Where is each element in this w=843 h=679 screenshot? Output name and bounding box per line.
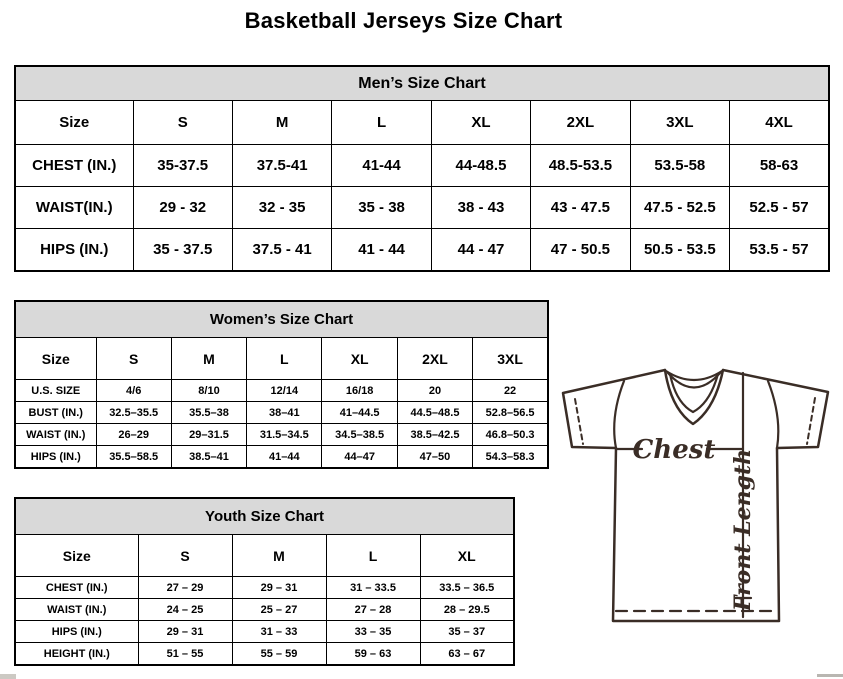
column-header: L (326, 535, 420, 577)
column-header: S (96, 338, 171, 380)
table-cell: 29 – 31 (232, 577, 326, 599)
page-title: Basketball Jerseys Size Chart (244, 8, 563, 33)
table-cell: 8/10 (171, 380, 246, 402)
row-label: CHEST (IN.) (15, 145, 133, 187)
table-cell: 20 (397, 380, 472, 402)
column-header: S (133, 101, 232, 145)
youth-size-chart-table (14, 497, 515, 666)
table-cell: 38.5–42.5 (397, 424, 472, 446)
table-cell: 24 – 25 (138, 599, 232, 621)
youth-hips-row (15, 621, 514, 643)
table-cell: 38–41 (247, 402, 322, 424)
column-header: 3XL (630, 101, 729, 145)
table-cell: 53.5-58 (630, 145, 729, 187)
column-header: 4XL (730, 101, 829, 145)
table-cell: 35 - 37.5 (133, 229, 232, 272)
row-label: HEIGHT (IN.) (15, 643, 138, 666)
womens-size-chart-table (14, 300, 549, 469)
table-cell: 35.5–38 (171, 402, 246, 424)
row-label: HIPS (IN.) (15, 229, 133, 272)
womens-bust-row (15, 402, 548, 424)
mens-hips-row (15, 229, 829, 272)
table-cell: 37.5 - 41 (232, 229, 331, 272)
table-cell: 32 - 35 (232, 187, 331, 229)
table-cell: 25 – 27 (232, 599, 326, 621)
row-label: BUST (IN.) (15, 402, 96, 424)
table-cell: 47 - 50.5 (531, 229, 630, 272)
table-cell: 50.5 - 53.5 (630, 229, 729, 272)
mens-size-chart-table (14, 65, 830, 272)
row-label: WAIST (IN.) (15, 599, 138, 621)
table-cell: 4/6 (96, 380, 171, 402)
table-cell: 44–47 (322, 446, 397, 469)
column-header: XL (322, 338, 397, 380)
table-cell: 44.5–48.5 (397, 402, 472, 424)
table-cell: 26–29 (96, 424, 171, 446)
table-cell: 38.5–41 (171, 446, 246, 469)
table-cell: 41-44 (332, 145, 431, 187)
row-label: WAIST(IN.) (15, 187, 133, 229)
row-label: U.S. SIZE (15, 380, 96, 402)
womens-chart-title: Women’s Size Chart (15, 301, 548, 338)
table-cell: 51 – 55 (138, 643, 232, 666)
table-cell: 47.5 - 52.5 (630, 187, 729, 229)
table-cell: 52.5 - 57 (730, 187, 829, 229)
table-cell: 28 – 29.5 (420, 599, 514, 621)
horizontal-scrollbar-fragment-left[interactable] (0, 674, 16, 679)
column-header: Size (15, 338, 96, 380)
row-label: WAIST (IN.) (15, 424, 96, 446)
youth-chart-title: Youth Size Chart (15, 498, 514, 535)
table-cell: 35 – 37 (420, 621, 514, 643)
table-cell: 35-37.5 (133, 145, 232, 187)
youth-waist-row (15, 599, 514, 621)
column-header: 2XL (531, 101, 630, 145)
table-cell: 58-63 (730, 145, 829, 187)
mens-header-row (15, 101, 829, 145)
column-header: M (232, 535, 326, 577)
table-cell: 54.3–58.3 (473, 446, 548, 469)
womens-waist-row (15, 424, 548, 446)
table-cell: 29–31.5 (171, 424, 246, 446)
table-cell: 16/18 (322, 380, 397, 402)
table-cell: 35.5–58.5 (96, 446, 171, 469)
column-header: L (247, 338, 322, 380)
table-cell: 32.5–35.5 (96, 402, 171, 424)
table-cell: 41 - 44 (332, 229, 431, 272)
table-cell: 55 – 59 (232, 643, 326, 666)
row-label: HIPS (IN.) (15, 446, 96, 469)
column-header: 3XL (473, 338, 548, 380)
table-cell: 12/14 (247, 380, 322, 402)
table-cell: 31 – 33.5 (326, 577, 420, 599)
mens-waist-row (15, 187, 829, 229)
table-cell: 35 - 38 (332, 187, 431, 229)
table-cell: 41–44 (247, 446, 322, 469)
column-header: L (332, 101, 431, 145)
jersey-left-cuff-dashes (575, 399, 583, 444)
table-cell: 33.5 – 36.5 (420, 577, 514, 599)
womens-us-size-row (15, 380, 548, 402)
jersey-left-armhole-seam (614, 381, 624, 448)
column-header: M (171, 338, 246, 380)
table-cell: 59 – 63 (326, 643, 420, 666)
table-cell: 47–50 (397, 446, 472, 469)
column-header: Size (15, 101, 133, 145)
table-cell: 22 (473, 380, 548, 402)
table-cell: 31.5–34.5 (247, 424, 322, 446)
front-length-label: Front Length (730, 448, 756, 612)
table-cell: 48.5-53.5 (531, 145, 630, 187)
table-cell: 37.5-41 (232, 145, 331, 187)
table-cell: 43 - 47.5 (531, 187, 630, 229)
column-header: XL (420, 535, 514, 577)
table-cell: 46.8–50.3 (473, 424, 548, 446)
mens-chart-title: Men’s Size Chart (15, 66, 829, 101)
table-cell: 29 - 32 (133, 187, 232, 229)
table-cell: 34.5–38.5 (322, 424, 397, 446)
table-cell: 33 – 35 (326, 621, 420, 643)
table-cell: 41–44.5 (322, 402, 397, 424)
youth-header-row (15, 535, 514, 577)
table-cell: 31 – 33 (232, 621, 326, 643)
table-cell: 53.5 - 57 (730, 229, 829, 272)
row-label: HIPS (IN.) (15, 621, 138, 643)
table-cell: 44-48.5 (431, 145, 530, 187)
table-cell: 27 – 28 (326, 599, 420, 621)
horizontal-scrollbar-fragment-right[interactable] (817, 674, 843, 677)
womens-header-row (15, 338, 548, 380)
column-header: Size (15, 535, 138, 577)
column-header: M (232, 101, 331, 145)
jersey-right-cuff-dashes (807, 398, 815, 444)
youth-height-row (15, 643, 514, 666)
table-cell: 27 – 29 (138, 577, 232, 599)
jersey-measurement-diagram (558, 362, 843, 627)
youth-chest-row (15, 577, 514, 599)
row-label: CHEST (IN.) (15, 577, 138, 599)
jersey-right-armhole-seam (768, 381, 778, 448)
table-cell: 44 - 47 (431, 229, 530, 272)
womens-hips-row (15, 446, 548, 469)
column-header: S (138, 535, 232, 577)
table-cell: 52.8–56.5 (473, 402, 548, 424)
chest-label: Chest (632, 435, 716, 465)
mens-chest-row (15, 145, 829, 187)
table-cell: 63 – 67 (420, 643, 514, 666)
table-cell: 29 – 31 (138, 621, 232, 643)
column-header: 2XL (397, 338, 472, 380)
table-cell: 38 - 43 (431, 187, 530, 229)
column-header: XL (431, 101, 530, 145)
